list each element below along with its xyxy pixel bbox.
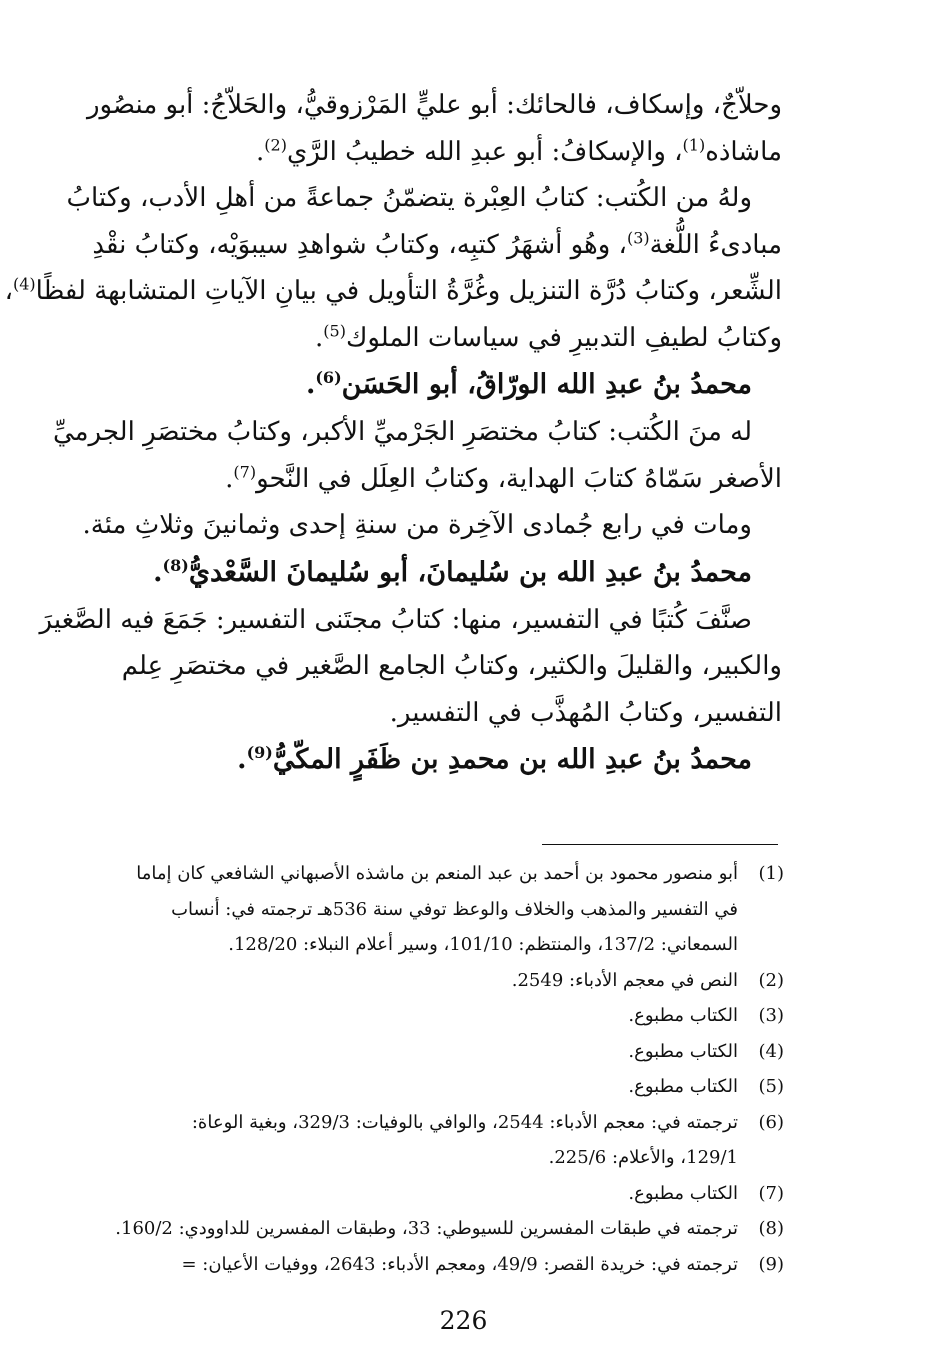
footnotes bbox=[34, 856, 784, 1282]
footnote bbox=[34, 998, 784, 1034]
footnote-number: (8) bbox=[758, 1218, 784, 1239]
footnote bbox=[34, 1247, 784, 1283]
footnote-ref: (1) bbox=[682, 134, 706, 154]
footnote-number: (4) bbox=[758, 1040, 784, 1062]
footnote-text: الكتاب مطبوع. bbox=[628, 1076, 738, 1097]
footnote-ref: (8) bbox=[162, 555, 189, 575]
main-text bbox=[4, 82, 782, 784]
footnote-number: (5) bbox=[758, 1076, 784, 1097]
text-line: وحلاّجٌ، وإسكاف، فالحائك: أبو عليٍّ المَرْزوقيُّ، والحَلاّجُ: أبو منصُور bbox=[86, 90, 782, 120]
text-line: ومات في رابع جُمادى الآخِرة من سنةِ إحدى وثمانينَ وثلاثِ مئة. bbox=[82, 510, 752, 540]
footnote-divider bbox=[542, 844, 778, 845]
footnote bbox=[34, 1069, 784, 1105]
footnote-text: ترجمته في: خريدة القصر: 49/9، ومعجم الأدباء: 2643، ووفيات الأعيان: = bbox=[181, 1253, 738, 1275]
text-line: مبادىءُ اللُّغة$^{(3)}$، وهُو أشهَرُ كتبِه، وكتابُ شواهدِ سيبوَيْه، وكتابُ نقْدِ bbox=[92, 227, 782, 260]
footnote-ref: (4) bbox=[12, 274, 36, 294]
footnote-text: الكتاب مطبوع. bbox=[628, 1040, 738, 1062]
text-line: الأصغر سَمّاهُ كتابَ الهداية، وكتابُ العِلَل في النَّحو$^{(7)}$. bbox=[225, 461, 782, 494]
footnote bbox=[34, 1176, 784, 1212]
text-line: له منَ الكُتب: كتابُ مختصَرِ الجَرْميِّ الأكبر، وكتابُ مختصَرِ الجرميِّ bbox=[52, 417, 752, 447]
text-line: وكتابُ لطيفِ التدبيرِ في سياسات الملوك$^{(5)}$. bbox=[314, 320, 782, 353]
text-line: التفسير، وكتابُ المُهذَّب في التفسير. bbox=[389, 697, 782, 728]
text-line: ولهُ من الكُتب: كتابُ العِبْرة يتضمّنُ جماعةً من أهلِ الأدب، وكتابُ bbox=[66, 183, 752, 213]
footnote bbox=[34, 856, 784, 963]
footnote-text: النص في معجم الأدباء: 2549. bbox=[511, 969, 738, 991]
text-line: والكبير، والقليلَ والكثير، وكتابُ الجامع الصَّغير في مختصَرِ عِلم bbox=[121, 651, 782, 681]
footnote-ref: (2) bbox=[264, 134, 287, 154]
footnote-text: ترجمته في طبقات المفسرين للسيوطي: 33، وطبقات المفسرين للداوودي: 160/2. bbox=[115, 1218, 738, 1239]
footnote-text: أبو منصور محمود بن أحمد بن عبد المنعم بن ماشذه الأصبهاني الشافعي كان إماما في التفسير والمذهب والخلاف والوعظ توفي سنة 536هـ ترجمته في: أنساب السمعاني: 137/2، والمنتظم: 101/10، وسير أعلام النبلاء: 128/20. bbox=[136, 863, 738, 955]
footnote-text: الكتاب مطبوع. bbox=[628, 1182, 738, 1204]
footnote-text: الكتاب مطبوع. bbox=[628, 1005, 738, 1026]
entry-heading: محمدُ بنُ عبدِ الله بن محمدِ بن ظَفَرٍ المكّيُّ$^{(9)}$. bbox=[237, 743, 752, 775]
text-line: الشِّعر، وكتابُ دُرَّة التنزيل وغُرَّةُ التأويل في بيانِ الآياتِ المتشابهة لفظًا$^{(4)}$، bbox=[4, 274, 782, 306]
footnote-number: (7) bbox=[758, 1182, 784, 1204]
footnote-number: (9) bbox=[758, 1253, 784, 1275]
footnote bbox=[34, 963, 784, 999]
footnote-number: (6) bbox=[758, 1111, 784, 1133]
footnote-ref: (9) bbox=[246, 743, 273, 762]
text-line: ماشاذه$^{(1)}$، والإسكافُ: أبو عبدِ الله خطيبُ الرَّي$^{(2)}$. bbox=[256, 134, 782, 167]
footnote-text: ترجمته في: معجم الأدباء: 2544، والوافي بالوفيات: 329/3، وبغية الوعاة: 129/1، والأعلام: 225/6. bbox=[191, 1111, 738, 1168]
footnote-ref: (7) bbox=[233, 461, 257, 481]
footnote-ref: (3) bbox=[626, 227, 650, 247]
footnote bbox=[34, 1034, 784, 1070]
footnote-ref: (6) bbox=[315, 368, 342, 387]
footnote-number: (1) bbox=[758, 863, 784, 884]
footnote bbox=[34, 1211, 784, 1247]
page-number: 226 bbox=[439, 1306, 488, 1335]
entry-heading: محمدُ بنُ عبدِ الله بن سُليمانَ، أبو سُليمانَ السَّعْديُّ$^{(8)}$. bbox=[153, 555, 752, 588]
footnote-ref: (5) bbox=[323, 320, 346, 340]
entry-heading: محمدُ بنُ عبدِ الله الورّاقُ، أبو الحَسَن$^{(6)}$. bbox=[305, 368, 752, 400]
footnote-number: (2) bbox=[758, 969, 784, 991]
text-line: صنَّفَ كُتبًا في التفسير، منها: كتابُ مجتَنى التفسير: جَمَعَ فيه الصَّغيرَ bbox=[39, 604, 752, 635]
footnote-number: (3) bbox=[758, 1005, 784, 1026]
footnote bbox=[34, 1105, 784, 1176]
